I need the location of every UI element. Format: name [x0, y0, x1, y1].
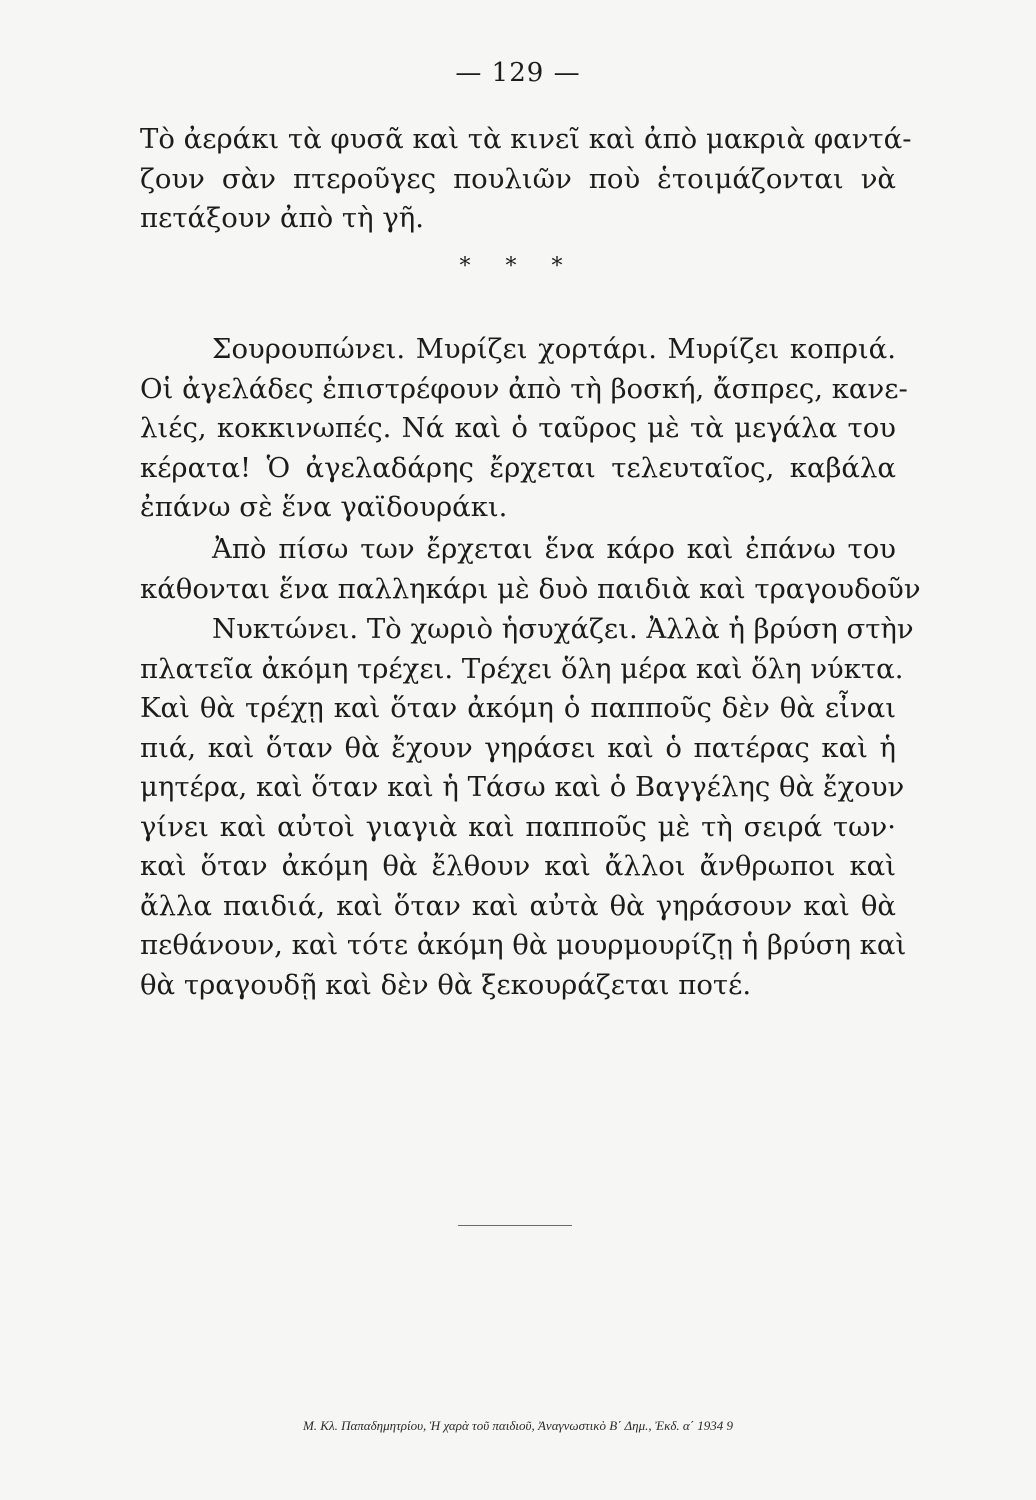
text-line: κέρατα! Ὁ ἀγελαδάρης ἔρχεται τελευταῖος, καβάλα: [140, 451, 896, 484]
paragraph-3: [140, 530, 921, 609]
footer-credit: Μ. Κλ. Παπαδημητρίου, Ἡ χαρὰ τοῦ παιδιοῦ, Ἀναγνωστικὸ Β΄ Δημ., Ἐκδ. α΄ 1934 9: [302, 1418, 734, 1433]
paragraph-4: [140, 610, 914, 1005]
paragraph-1: [140, 120, 912, 239]
text-line: κάθονται ἕνα παλληκάρι μὲ δυὸ παιδιὰ καὶ τραγουδοῦν: [140, 572, 921, 605]
paragraph-2: [140, 330, 908, 528]
section-separator: * * *: [459, 254, 577, 279]
text-line: Νυκτώνει. Τὸ χωριὸ ἡσυχάζει. Ἀλλὰ ἡ βρύση στὴν: [212, 613, 914, 645]
text-line: Καὶ θὰ τρέχῃ καὶ ὅταν ἀκόμη ὁ παπποῦς δὲν θὰ εἶναι: [140, 692, 896, 724]
text-line: ἄλλα παιδιά, καὶ ὅταν καὶ αὐτὰ θὰ γηράσουν καὶ θὰ: [140, 889, 896, 922]
page-number: — 129 —: [455, 58, 581, 88]
footer-divider: [458, 1225, 572, 1226]
text-line: Ἀπὸ πίσω των ἔρχεται ἕνα κάρο καὶ ἐπάνω του: [212, 533, 896, 565]
text-line: καὶ ὅταν ἀκόμη θὰ ἔλθουν καὶ ἄλλοι ἄνθρωποι καὶ: [140, 850, 896, 882]
text-line: πετάξουν ἀπὸ τὴ γῆ.: [140, 202, 425, 234]
text-line: πιά, καὶ ὅταν θὰ ἔχουν γηράσει καὶ ὁ πατέρας καὶ ἡ: [140, 731, 896, 764]
text-line: λιές, κοκκινωπές. Νά καὶ ὁ ταῦρος μὲ τὰ μεγάλα του: [140, 412, 896, 444]
text-line: Σουρουπώνει. Μυρίζει χορτάρι. Μυρίζει κοπριά.: [212, 333, 896, 365]
text-line: ἐπάνω σὲ ἕνα γαϊδουράκι.: [140, 491, 508, 523]
text-line: θὰ τραγουδῇ καὶ δὲν θὰ ξεκουράζεται ποτέ.: [140, 968, 752, 1001]
text-line: πεθάνουν, καὶ τότε ἀκόμη θὰ μουρμουρίζῃ ἡ βρύση καὶ: [140, 929, 907, 961]
text-line: γίνει καὶ αὐτοὶ γιαγιὰ καὶ παπποῦς μὲ τὴ σειρά των·: [140, 810, 896, 843]
text-line: μητέρα, καὶ ὅταν καὶ ἡ Τάσω καὶ ὁ Βαγγέλης θὰ ἔχουν: [140, 771, 905, 803]
text-line: πλατεῖα ἀκόμη τρέχει. Τρέχει ὅλη μέρα καὶ ὅλη νύκτα.: [140, 652, 904, 685]
text-line: ζουν σὰν πτεροῦγες πουλιῶν ποὺ ἑτοιμάζονται νὰ: [140, 162, 896, 195]
text-line: Οἱ ἀγελάδες ἐπιστρέφουν ἀπὸ τὴ βοσκή, ἄσπρες, κανε-: [140, 372, 908, 405]
text-line: Τὸ ἀεράκι τὰ φυσᾶ καὶ τὰ κινεῖ καὶ ἀπὸ μακριὰ φαντά-: [140, 123, 912, 155]
